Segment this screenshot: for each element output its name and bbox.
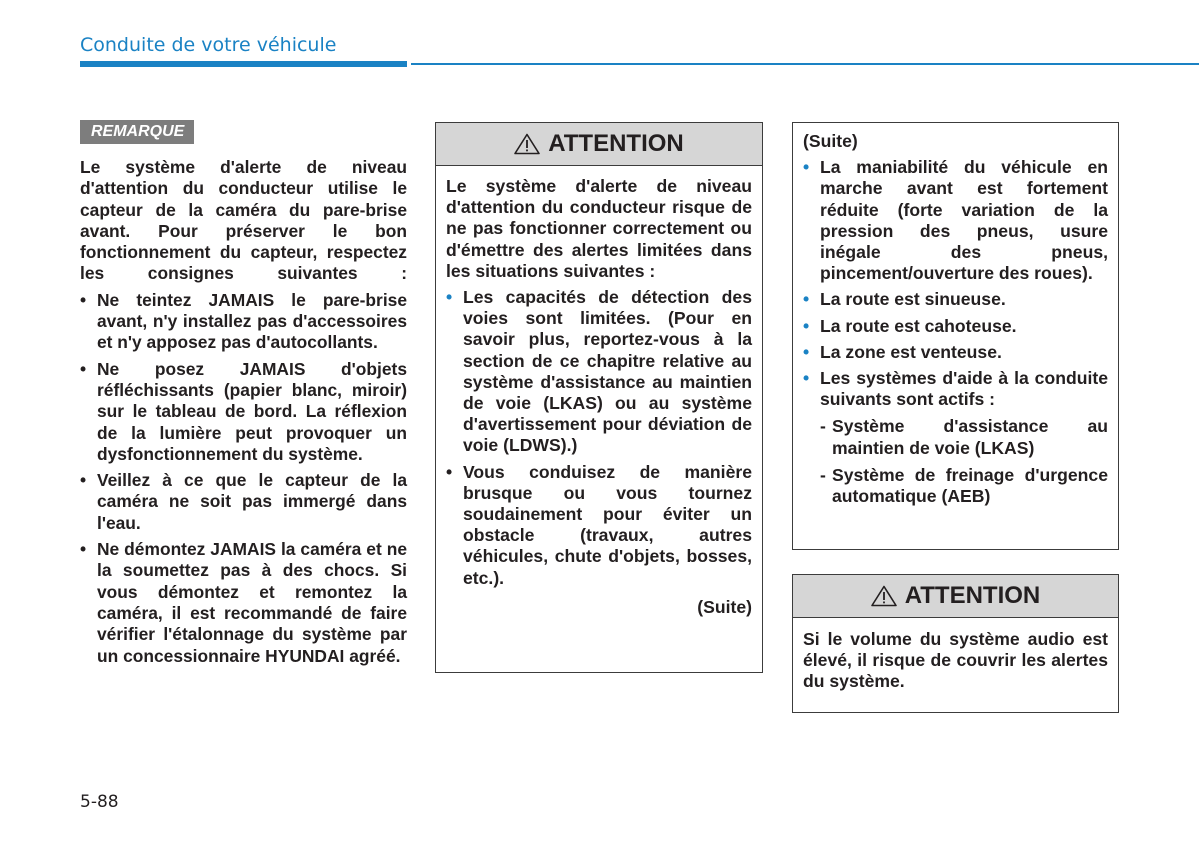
bullet-icon: • (446, 287, 453, 308)
attention-intro: Le système d'alerte de niveau d'attention du conducteur risque de ne pas fonctionner correctement ou d'émettre des alertes limitées dans les situations suivantes : (446, 176, 752, 281)
page-number: 5-88 (80, 792, 119, 812)
continued-box (792, 122, 1119, 550)
bullet-icon: • (803, 289, 810, 310)
bullet-icon: • (80, 358, 87, 379)
remarque-section (80, 120, 407, 667)
attention-header (793, 575, 1118, 618)
bullet-icon: • (803, 341, 810, 362)
warning-icon (871, 585, 897, 607)
header-rule-thin (411, 63, 1199, 65)
continued-list (803, 157, 1108, 507)
bullet-icon: • (803, 315, 810, 336)
list-item: • La route est cahoteuse. (803, 315, 1017, 336)
attention-body (436, 166, 762, 628)
bullet-icon: • (80, 470, 87, 491)
list-item: • Les systèmes d'aide à la conduite suivants sont actifs : - Système d'assistance au maintien de voie (LKAS) - Système de freinage d'urgence automatique (AEB) (803, 368, 1108, 507)
continued-marker: (Suite) (697, 596, 752, 617)
bullet-icon: • (446, 461, 453, 482)
bullet-icon: • (803, 157, 810, 178)
header-rule-thick (80, 61, 407, 67)
remarque-label: REMARQUE (80, 120, 194, 144)
list-item: • Ne teintez JAMAIS le pare-brise avant, n'y installez pas d'accessoires et n'y apposez pas d'autocollants. (80, 289, 407, 353)
attention-title: ATTENTION (548, 130, 684, 157)
list-item: • La maniabilité du véhicule en marche avant est fortement réduite (forte variation de la pression des pneus, usure inégale des pneus, pincement/ouverture des roues). (803, 157, 1108, 284)
sub-list-item: - Système de freinage d'urgence automatique (AEB) (820, 464, 1108, 507)
bullet-icon: • (80, 539, 87, 560)
attention-text: Si le volume du système audio est élevé, il risque de couvrir les alertes du système. (803, 629, 1108, 692)
dash-icon: - (820, 416, 826, 437)
list-item: • La zone est venteuse. (803, 341, 1002, 362)
continued-marker: (Suite) (803, 131, 858, 151)
running-header-title: Conduite de votre véhicule (80, 34, 337, 56)
attention-list (446, 287, 752, 589)
attention-box-1 (435, 122, 763, 673)
sub-list (820, 416, 1108, 507)
bullet-icon: • (80, 289, 87, 310)
list-item: • Ne posez JAMAIS d'objets réfléchissants (papier blanc, miroir) sur le tableau de bord. La réflexion de la lumière peut provoquer un dysfonctionnement du système. (80, 358, 407, 464)
list-item: • Les capacités de détection des voies sont limitées. (Pour en savoir plus, reportez-vous à la section de ce chapitre relative au système d'assistance au maintien de voie (LKAS) ou au système d'avertissement pour déviation de voie (LDWS).) (446, 287, 752, 456)
list-item: • Veillez à ce que le capteur de la caméra ne soit pas immergé dans l'eau. (80, 470, 407, 533)
list-item: • Ne démontez JAMAIS la caméra et ne la soumettez pas à des chocs. Si vous démontez et remontez la caméra, il est recommandé de faire vérifier l'étalonnage du système par un concessionnaire HYUNDAI agréé. (80, 539, 407, 666)
remarque-list (80, 290, 407, 667)
warning-icon (514, 133, 540, 155)
remarque-intro: Le système d'alerte de niveau d'attention du conducteur utilise le capteur de la caméra du pare-brise avant. Pour préserver le bon fonctionnement du capteur, respectez les consignes suivantes : (80, 157, 407, 284)
list-item: • La route est sinueuse. (803, 289, 1006, 310)
attention-box-2 (792, 574, 1119, 713)
attention-header (436, 123, 762, 166)
list-item: • Vous conduisez de manière brusque ou vous tournez soudainement pour éviter un obstacle (travaux, autres véhicules, chute d'objets, bosses, etc.). (446, 461, 752, 588)
dash-icon: - (820, 464, 826, 485)
sub-list-item: - Système d'assistance au maintien de voie (LKAS) (820, 416, 1108, 458)
attention-body (793, 618, 1118, 703)
attention-title: ATTENTION (904, 582, 1041, 609)
continued-body (793, 123, 1118, 517)
bullet-icon: • (803, 368, 810, 389)
